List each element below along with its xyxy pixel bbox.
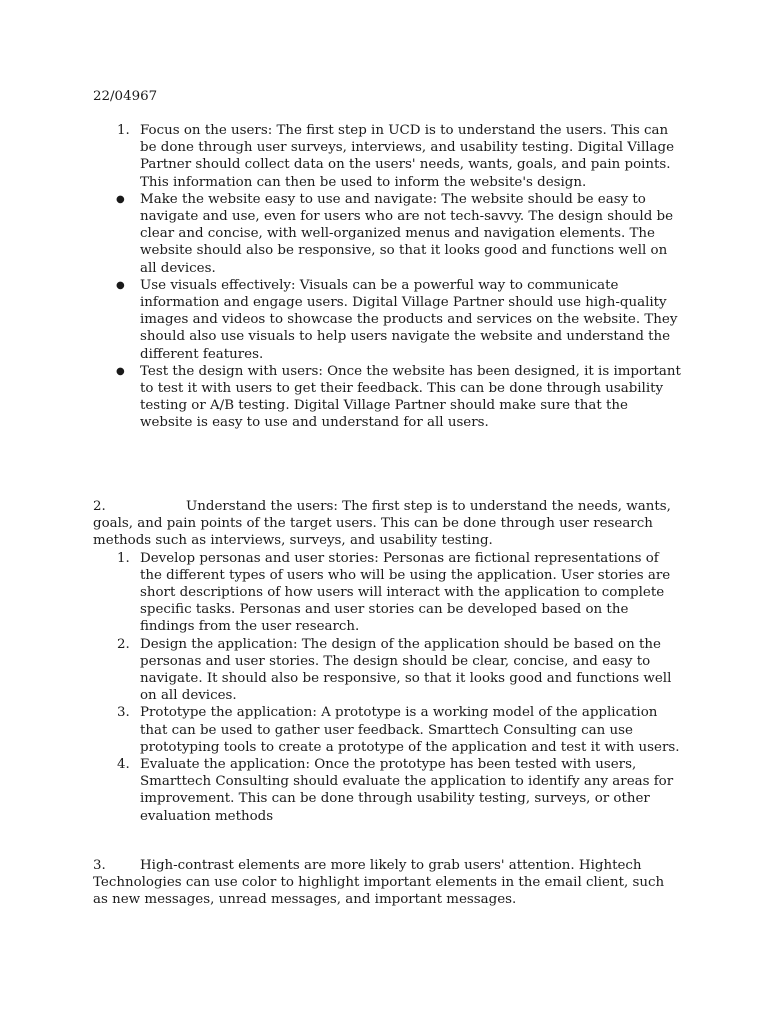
list-number: 1. xyxy=(117,123,130,138)
list-item-text: Evaluate the application: Once the prototype has been tested with users, Smarttech Consulting should evaluate the application to identify any areas for improvement. This can be done through usability testing, surveys, or other evaluation methods xyxy=(140,757,674,824)
list-item xyxy=(93,363,683,432)
list-item-text: Focus on the users: The first step in UCD is to understand the users. This can be done through user surveys, interviews, and usability testing. Digital Village Partner should collect data on the users' needs, wants, goals, and pain points. This information can then be used to inform the website's design. xyxy=(140,123,675,190)
list-item-text: Make the website easy to use and navigate: The website should be easy to navigate and use, even for users who are not tech-savvy. The design should be clear and concise, with well-organized menus and navigation elements. The website should also be responsive, so that it looks good and functions well on all devices. xyxy=(140,191,674,276)
bullet-icon: ● xyxy=(116,279,125,291)
list-item xyxy=(93,756,683,825)
section-3 xyxy=(93,857,683,909)
list-number: 2. xyxy=(117,636,130,652)
section-3-body: High-contrast elements are more likely to grab users' attention. Hightech Technologies can use color to highlight important elements in the email client, such as new messages, unread messages, and important messages. xyxy=(93,858,665,908)
section-number: 3. xyxy=(93,858,106,873)
bullet-icon: ● xyxy=(116,365,125,377)
bullet-icon: ● xyxy=(116,193,125,205)
list-number: 3. xyxy=(117,705,130,721)
list-item xyxy=(93,122,683,191)
list-item xyxy=(93,277,683,363)
section-number: 2. xyxy=(93,499,106,514)
section-2 xyxy=(93,498,683,825)
list-item-text: Use visuals effectively: Visuals can be a powerful way to communicate information and engage users. Digital Village Partner should use high-quality images and videos to showcase the products and services on the website. They should also use visuals to help users navigate the website and understand the different features. xyxy=(140,277,678,362)
list-item xyxy=(93,704,683,756)
list-item-text: Develop personas and user stories: Personas are fictional representations of the different types of users who will be using the application. User stories are short descriptions of how users will interact with the application to complete specific tasks. Personas and user stories can be developed based on the findings from the user research. xyxy=(140,550,671,635)
section-3-text xyxy=(93,857,683,909)
list-number: 4. xyxy=(117,757,130,773)
document-id: 22/04967 xyxy=(93,89,158,104)
section-2-intro xyxy=(93,498,683,550)
list-item xyxy=(93,636,683,705)
section-2-intro-text: Understand the users: The first step is to understand the needs, wants, goals, and pain points of the target users. This can be done through user research methods such as interviews, surveys, and usability testing. xyxy=(93,499,671,549)
list-item-text: Test the design with users: Once the website has been designed, it is important to test it with users to get their feedback. This can be done through usability testing or A/B testing. Digital Village Partner should make sure that the website is easy to use and understand for all users. xyxy=(140,363,681,431)
list-item xyxy=(93,550,683,636)
list-item-text: Design the application: The design of the application should be based on the personas and user stories. The design should be clear, concise, and easy to navigate. It should also be responsive, so that it looks good and functions well on all devices. xyxy=(140,636,672,704)
list-number: 1. xyxy=(117,550,130,566)
list-item-text: Prototype the application: A prototype is a working model of the application that can be used to gather user feedback. Smarttech Consulting can use prototyping tools to create a prototype of the application and test it with users. xyxy=(140,705,680,755)
list-item xyxy=(93,191,683,277)
section-1-list xyxy=(93,122,683,432)
